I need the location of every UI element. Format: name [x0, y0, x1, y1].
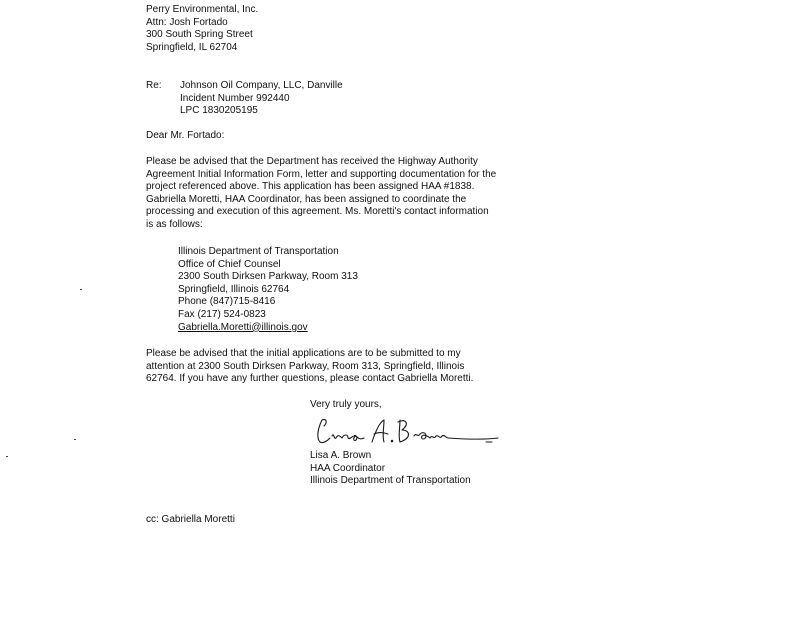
re-line: Johnson Oil Company, LLC, Danville: [180, 80, 343, 91]
addressee-line: Attn: Josh Fortado: [146, 16, 228, 28]
signer-name: Lisa A. Brown: [310, 450, 372, 461]
contact-phone: Phone (847)715-8416: [178, 296, 276, 308]
signer-title: HAA Coordinator: [310, 462, 386, 474]
paragraph-line: project referenced above. This application has been assigned HAA #1838.: [146, 181, 475, 193]
contact-line: Springfield, Illinois 62764: [178, 283, 290, 295]
contact-line: Illinois Department of Transportation: [178, 246, 339, 257]
paragraph-line: processing and execution of this agreement. Ms. Moretti's contact information: [146, 206, 489, 218]
re-subject: [180, 80, 343, 118]
signer-organization: Illinois Department of Transportation: [310, 475, 471, 487]
signer-block: [310, 450, 471, 488]
contact-line: 2300 South Dirksen Parkway, Room 313: [178, 271, 358, 283]
cc-line: cc: Gabriella Moretti: [146, 514, 235, 525]
contact-email-link[interactable]: Gabriella.Moretti@illinois.gov: [178, 321, 308, 333]
contact-fax: Fax (217) 524-0823: [178, 308, 266, 320]
paragraph-line: attention at 2300 South Dirksen Parkway, Room 313, Springfield, Illinois: [146, 360, 465, 372]
salutation: Dear Mr. Fortado:: [146, 130, 225, 141]
handwritten-signature: [312, 414, 508, 454]
paragraph-1: [146, 156, 496, 232]
paragraph-line: 62764. If you have any further questions, please contact Gabriella Moretti.: [146, 373, 474, 385]
paragraph-2: [146, 348, 473, 386]
re-line: LPC 1830205195: [180, 105, 258, 117]
re-line: Incident Number 992440: [180, 92, 290, 104]
contact-block: [178, 246, 358, 334]
paragraph-line: Please be advised that the initial applications are to be submitted to my: [146, 348, 461, 359]
paragraph-line: is as follows:: [146, 218, 203, 230]
paragraph-line: Gabriella Moretti, HAA Coordinator, has been assigned to coordinate the: [146, 193, 467, 205]
addressee-block: [146, 4, 258, 54]
addressee-line: 300 South Spring Street: [146, 29, 253, 41]
addressee-line: Springfield, IL 62704: [146, 41, 238, 53]
re-label: Re:: [146, 80, 162, 91]
paragraph-line: Agreement Initial Information Form, letter and supporting documentation for the: [146, 168, 497, 180]
addressee-line: Perry Environmental, Inc.: [146, 4, 259, 15]
contact-line: Office of Chief Counsel: [178, 258, 281, 270]
scan-speck: [74, 439, 76, 440]
paragraph-line: Please be advised that the Department has received the Highway Authority: [146, 156, 478, 167]
scan-speck: [80, 289, 82, 290]
closing: Very truly yours,: [310, 399, 382, 410]
scan-speck: [6, 456, 8, 457]
